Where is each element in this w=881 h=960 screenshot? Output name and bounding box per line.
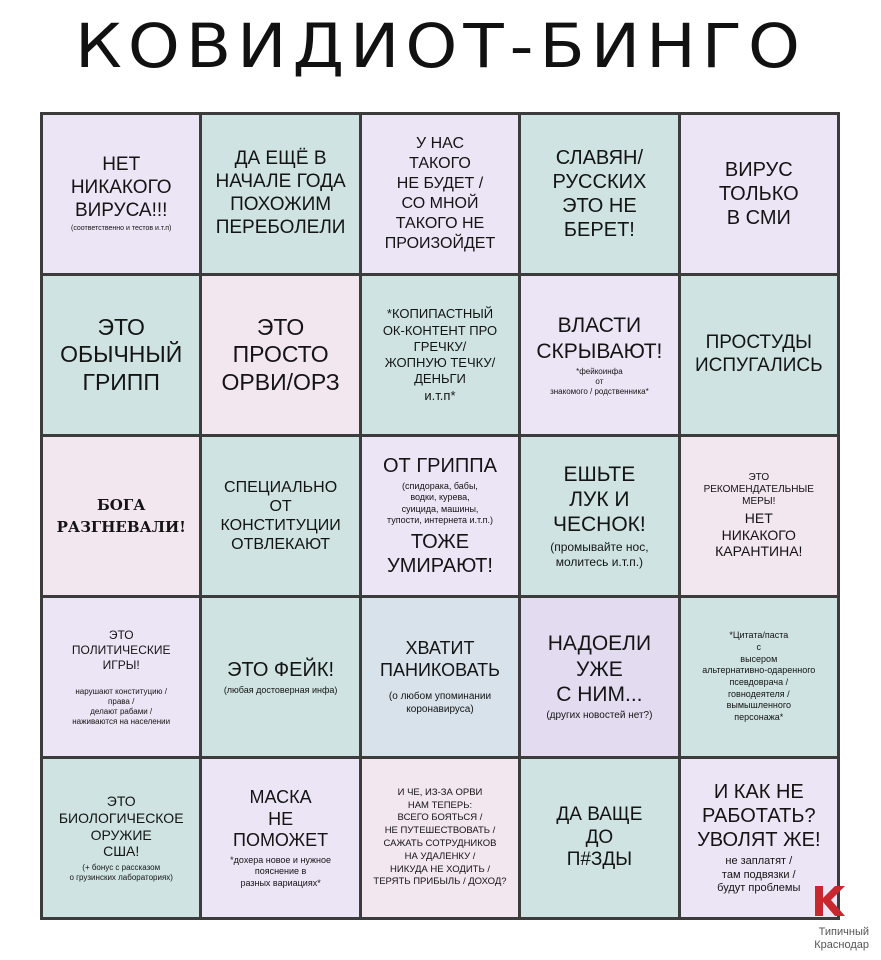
cell-note: (промывайте нос, молитесь и.т.п.) — [550, 540, 649, 570]
page-title: КОВИДИОТ-БИНГО — [75, 11, 806, 82]
bingo-cell-2[interactable] — [202, 115, 358, 273]
bingo-cell-25[interactable] — [681, 759, 837, 917]
cell-text: ХВАТИТ ПАНИКОВАТЬ — [380, 637, 500, 680]
cell-text: ЭТО РЕКОМЕНДАТЕЛЬНЫЕ МЕРЫ! — [703, 471, 814, 507]
cell-text: *Цитата/паста с высером альтернативно-одаренного псевдоврача / говнодеятеля / вымышленного персонажа* — [702, 630, 816, 723]
bingo-cell-3[interactable] — [362, 115, 518, 273]
cell-note: (+ бонус с рассказом о грузинских лабораториях) — [69, 863, 173, 883]
cell-text: СЛАВЯН/ РУССКИХ ЭТО НЕ БЕРЕТ! — [552, 147, 647, 241]
bingo-cell-22[interactable] — [202, 759, 358, 917]
bingo-cell-14[interactable] — [521, 437, 677, 595]
cell-text: ВИРУС ТОЛЬКО В СМИ — [718, 159, 799, 229]
bingo-cell-4[interactable] — [521, 115, 677, 273]
bingo-cell-17[interactable] — [202, 598, 358, 756]
cell-text: НАДОЕЛИ УЖЕ С НИМ... — [547, 632, 652, 706]
cell-text: ПРОСТУДЫ ИСПУГАЛИСЬ — [695, 332, 823, 376]
cell-note: *фейкоинфа от знакомого / родственника* — [550, 366, 649, 396]
bingo-cell-13[interactable] — [362, 437, 518, 595]
logo-k-icon — [815, 882, 847, 918]
cell-note: (о любом упоминании коронавируса) — [388, 691, 492, 715]
cell-text: ЭТО ОБЫЧНЫЙ ГРИПП — [60, 314, 183, 395]
bingo-cell-7[interactable] — [202, 276, 358, 434]
cell-text: ЭТО ПОЛИТИЧЕСКИЕ ИГРЫ! — [71, 627, 171, 672]
cell-text: И КАК НЕ РАБОТАТЬ? УВОЛЯТ ЖЕ! — [697, 780, 821, 851]
bingo-cell-11[interactable] — [43, 437, 199, 595]
cell-note: не заплатят / там подвязки / будут проблемы — [717, 854, 801, 895]
bingo-cell-20[interactable] — [681, 598, 837, 756]
cell-text-2: ТОЖЕ УМИРАЮТ! — [387, 531, 493, 577]
cell-text: У НАС ТАКОГО НЕ БУДЕТ / СО МНОЙ ТАКОГО НЕ ПРОИЗОЙДЕТ — [384, 135, 496, 252]
bingo-cell-12[interactable] — [202, 437, 358, 595]
cell-note: (соответственно и тестов и.т.п) — [70, 225, 172, 233]
cell-text: ДА ВАЩЕ ДО П#ЗДЫ — [556, 803, 643, 871]
cell-note: (спидорака, бабы, водки, курева, суицида, машины, тупости, интернета и.т.п.) — [386, 481, 493, 525]
cell-text: ОТ ГРИППА — [383, 455, 497, 477]
cell-note: нарушают конституцию / права / делают рабами / наживаются на населении — [72, 686, 171, 726]
bingo-cell-10[interactable] — [681, 276, 837, 434]
bingo-cell-24[interactable] — [521, 759, 677, 917]
bingo-cell-19[interactable] — [521, 598, 677, 756]
cell-text: НЕТ НИКАКОГО ВИРУСА!!! — [70, 153, 172, 221]
cell-text: БОГА РАЗГНЕВАЛИ! — [56, 495, 186, 536]
bingo-cell-5[interactable] — [681, 115, 837, 273]
bingo-cell-21[interactable] — [43, 759, 199, 917]
cell-text: ЕШЬТЕ ЛУК И ЧЕСНОК! — [553, 462, 646, 537]
bingo-cell-9[interactable] — [521, 276, 677, 434]
cell-text: ЭТО ФЕЙК! — [227, 658, 335, 681]
cell-note: (любая достоверная инфа) — [223, 684, 338, 695]
bingo-cell-8[interactable] — [362, 276, 518, 434]
cell-text: ДА ЕЩЁ В НАЧАЛЕ ГОДА ПОХОЖИМ ПЕРЕБОЛЕЛИ — [215, 148, 346, 238]
bingo-cell-6[interactable] — [43, 276, 199, 434]
cell-note: (других новостей нет?) — [546, 710, 653, 722]
cell-text: ЭТО БИОЛОГИЧЕСКОЕ ОРУЖИЕ США! — [58, 792, 184, 860]
cell-text-2: НЕТ НИКАКОГО КАРАНТИНА! — [715, 509, 803, 560]
cell-text: МАСКА НЕ ПОМОЖЕТ — [233, 787, 329, 851]
bingo-cell-1[interactable] — [43, 115, 199, 273]
cell-text: ВЛАСТИ СКРЫВАЮТ! — [536, 314, 663, 363]
bingo-cell-15[interactable] — [681, 437, 837, 595]
cell-text: И ЧЕ, ИЗ-ЗА ОРВИ НАМ ТЕПЕРЬ: ВСЕГО БОЯТЬСЯ / НЕ ПУТЕШЕСТВОВАТЬ / САЖАТЬ СОТРУДНИКОВ НА УДАЛЕНКУ / НИКУДА НЕ ХОДИТЬ / ТЕРЯТЬ ПРИБЫЛЬ / ДОХОД? — [373, 786, 507, 888]
cell-text: *КОПИПАСТНЫЙ ОК-КОНТЕНТ ПРО ГРЕЧКУ/ ЖОПНУЮ ТЕЧКУ/ ДЕНЬГИ и.т.п* — [382, 306, 498, 403]
bingo-grid — [40, 112, 840, 920]
cell-text: СПЕЦИАЛЬНО ОТ КОНСТИТУЦИИ ОТВЛЕКАЮТ — [220, 478, 341, 554]
bingo-cell-18[interactable] — [362, 598, 518, 756]
cell-note: *дохера новое и нужное пояснение в разных вариациях* — [230, 855, 332, 888]
cell-text: ЭТО ПРОСТО ОРВИ/ОРЗ — [221, 314, 340, 395]
logo-text: Типичный Краснодар — [814, 925, 869, 951]
bingo-cell-16[interactable] — [43, 598, 199, 756]
bingo-cell-23[interactable] — [362, 759, 518, 917]
